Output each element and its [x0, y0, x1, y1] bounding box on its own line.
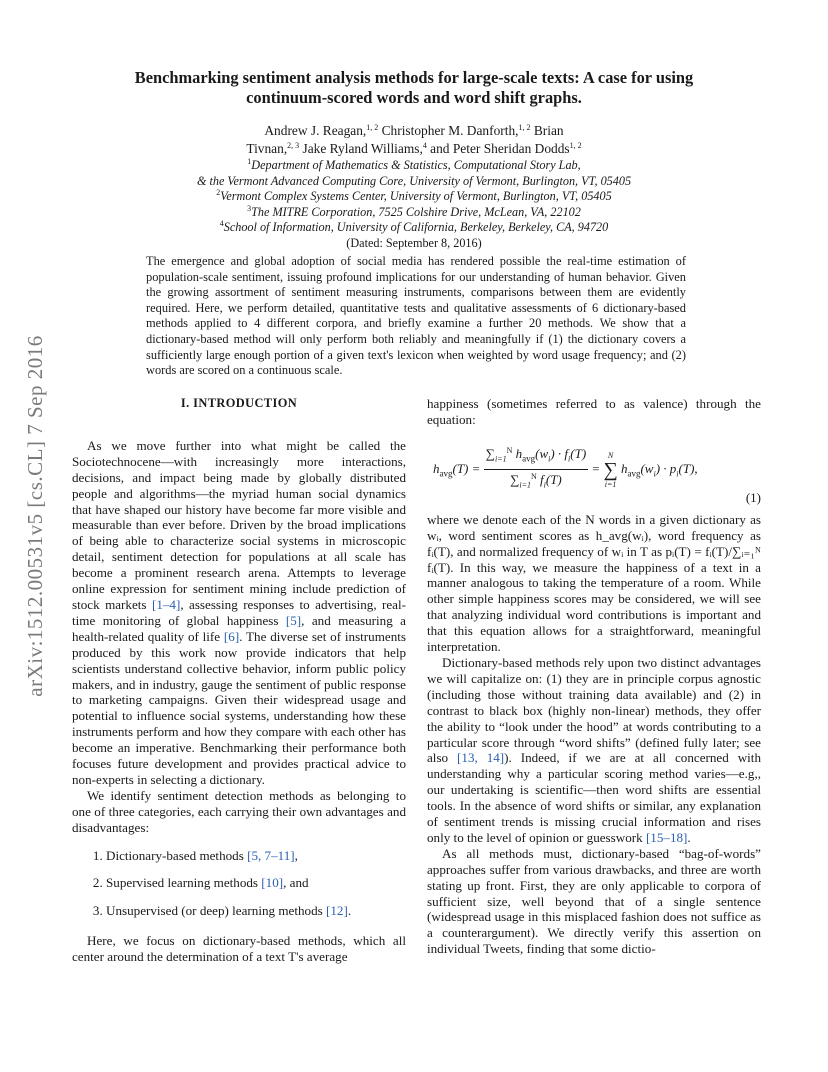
- citation-link[interactable]: [1–4]: [151, 596, 181, 612]
- equation-1: [427, 438, 761, 508]
- arxiv-identifier: arXiv:1512.00531v5 [cs.CL] 7 Sep 2016: [23, 335, 47, 697]
- intro-paragraph-3: Here, we focus on dictionary-based methods, which all center around the determination of a text T's average: [72, 933, 406, 965]
- authors-line-1: Andrew J. Reagan,$^{1, 2}$ Christopher M. Danforth,$^{1, 2}$ Brian: [264, 123, 564, 138]
- list-item: 3. Unsupervised (or deep) learning methods [12].: [106, 903, 406, 919]
- abstract: The emergence and global adoption of social media has rendered possible the real-time estimation of population-scale sentiment, issuing profound implications for our understanding of human behavior. Given the growing assortment of sentiment measuring instruments, comparisons between them are evidently required. Here, we perform detailed, quantitative tests and qualitative assessments of 6 dictionary-based methods applied to 4 different corpora, and briefly examine a further 20 methods. We show that a dictionary-based method will only perform both reliably and meaningfully if (1) the dictionary covers a sufficiently large enough portion of a given text's lexicon when weighted by word usage frequency; and (2) words are scored on a continuous scale.: [146, 254, 686, 378]
- author-list: [90, 122, 738, 158]
- citation-link[interactable]: [15–18]: [645, 829, 688, 845]
- right-paragraph-2: Dictionary-based methods rely upon two distinct advantages we will capitalize on: (1) they are in principle corpus agnostic (including those without training data available) and (2) in contrast to black box (highly non-linear) methods, they offer the ability to “look under the hood” at words contributing to a particular score through “word shifts” (defined fully later; see also [13, 14]). Indeed, if we are at all concerned with understanding why a particular scoring method varies—e.g,, our undertaking is scientific—then word shifts are essential tools. In the absence of word shifts or similar, any explanation of sentiment trends is missing crucial information and rises only to the level of opinion or guesswork [15–18].: [427, 654, 761, 845]
- intro-paragraph-2: We identify sentiment detection methods as belonging to one of three categories, each carrying their own advantages and disadvantages:: [72, 787, 406, 835]
- intro-paragraph-1: As we move further into what might be called the Sociotechnocene—with increasingly more interactions, decisions, and impact being made by globally distributed people and algorithms—the myriad human social dynamics that have shaped our history have become far more visible and measurable than ever before. Driven by the broad implications of being able to characterize social systems in microscopic detail, sentiment detection for populations at all scale has become a prominent research arena. Attempts to leverage online expression for sentiment mining include prediction of stock markets [1–4], assessing responses to advertising, real-time monitoring of global happiness [5], and measuring a health-related quality of life [6]. The diverse set of instruments produced by this work now provide indicators that help scientists understand collective behavior, inform public policy makers, and in industry, gauge the sentiment of public response to marketing campaigns. Given their widespread usage and potential to influence social systems, understanding how these instruments perform and how they compare with each other has become an imperative. Benchmarking their performance both focuses future development and provides practical advice to non-experts in selecting a dictionary.: [72, 437, 406, 787]
- affiliation-1-continued: & the Vermont Advanced Computing Core, University of Vermont, Burlington, VT, 05405: [196, 173, 632, 188]
- citation-link[interactable]: [5]: [285, 612, 302, 628]
- section-heading-introduction: I. INTRODUCTION: [180, 396, 298, 410]
- equation-fraction: $\frac{\sum_{i=1}^N h_{avg}(w_i) \cdot f_i(T)}{\sum_{i=1}^N f_i(T)}$: [485, 445, 587, 490]
- affiliation-3: $^3$The MITRE Corporation, 7525 Colshire Drive, McLean, VA, 22102: [247, 203, 581, 219]
- citation-link[interactable]: [10]: [261, 875, 284, 891]
- affiliation-2: $^2$Vermont Complex Systems Center, University of Vermont, Burlington, VT, 05405: [216, 188, 612, 203]
- affiliation-4: $^4$School of Information, University of California, Berkeley, Berkeley, CA, 94720: [219, 219, 609, 234]
- authors-line-2: Tivnan,$^{2, 3}$ Jake Ryland Williams,$^4$ and Peter Sheridan Dodds$^{1, 2}$: [246, 141, 582, 156]
- citation-link[interactable]: [12]: [326, 903, 348, 919]
- title-line-2: continuum-scored words and word shift graphs.: [246, 88, 582, 107]
- affiliations: [70, 158, 758, 251]
- method-category-list: [72, 848, 406, 920]
- affiliation-1: $^1$Department of Mathematics & Statistics, Computational Story Lab,: [247, 157, 581, 172]
- right-column: [427, 396, 761, 957]
- citation-link[interactable]: [6]: [223, 628, 240, 644]
- right-paragraph-3: As all methods must, dictionary-based “bag-of-words” approaches suffer from various drawbacks, and three are worth stating up front. First, they are only applicable to corpora of sufficient size, well beyond that of a single sentence (widespread usage in this misplaced fashion does not suffice as a counterargument). We directly verify this assertion on individual Tweets, finding that some dictio-: [427, 845, 761, 957]
- title-line-1: Benchmarking sentiment analysis methods for large-scale texts: A case for using: [134, 68, 694, 87]
- right-paragraph-0: happiness (sometimes referred to as valence) through the equation:: [427, 396, 761, 427]
- list-item: 1. Dictionary-based methods [5, 7–11],: [106, 848, 406, 864]
- left-column: [72, 396, 406, 965]
- citation-link[interactable]: [13, 14]: [457, 750, 505, 766]
- list-item: 2. Supervised learning methods [10], and: [106, 875, 406, 891]
- equation-number: (1): [745, 489, 761, 505]
- dated-line: (Dated: September 8, 2016): [346, 235, 482, 250]
- citation-link[interactable]: [5, 7–11]: [247, 847, 295, 863]
- paper-title: [70, 68, 758, 108]
- equation-body: $h_{avg}(T)$ = $\frac{\sum_{i=1}^N h_{avg}(w_i) \cdot f_i(T)}{\sum_{i=1}^N f_i(T)}$ = N ∑ i=1 $h_{avg}(w_i) \cdot p_i(T)$,: [433, 446, 698, 494]
- summation-symbol: N ∑ i=1: [603, 450, 618, 489]
- right-paragraph-1: where we denote each of the N words in a given dictionary as wᵢ, word sentiment scores as h_avg(wᵢ), word frequency as fᵢ(T), and normalized frequency of wᵢ in T as pᵢ(T) = fᵢ(T)/∑ᵢ₌₁ᴺ fᵢ(T). In this way, we measure the happiness of a text in a manner analogous to taking the temperature of a room. While other simple happiness scores may be considered, we will see that analyzing individual word contributions is important and that this equation allows for a straightforward, meaningful interpretation.: [427, 511, 761, 655]
